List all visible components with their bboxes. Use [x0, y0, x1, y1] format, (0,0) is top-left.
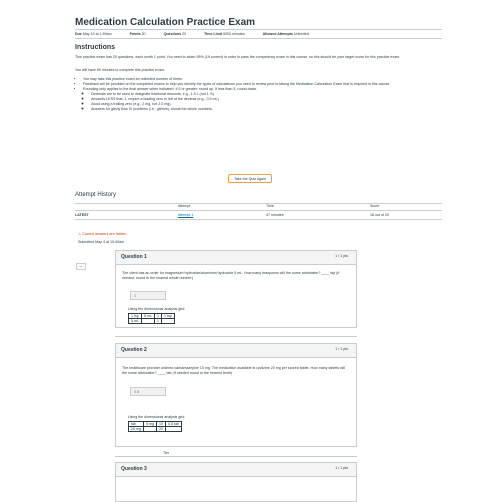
grid-cell: 0.5 tab — [166, 422, 182, 427]
history-time: 47 minutes — [266, 213, 284, 217]
list-item: ◦ Avoid using a trailing zero (e.g., 2 mg, not 2.0 mg). — [91, 102, 440, 107]
dimensional-analysis-grid — [128, 307, 184, 324]
time-limit-label: Time Limit — [204, 32, 223, 36]
list-item: ◦ Decimals are to be used to designate fractional amounts, e.g., 1.5 L (not 1 ½) — [91, 92, 440, 97]
question-header — [116, 463, 356, 477]
collapse-toggle-button[interactable]: − — [76, 263, 86, 270]
attempts-label: Allowed Attempts — [262, 32, 293, 36]
question-title: Question 3 — [121, 466, 147, 472]
questions-label: Questions — [163, 32, 182, 36]
grid-cell: 5 mL — [129, 319, 142, 324]
page-title: Medication Calculation Practice Exam — [75, 17, 256, 28]
divider — [75, 203, 442, 204]
points-label: Points — [129, 32, 141, 36]
history-latest-label: LATEST — [75, 213, 89, 217]
grid-cell: 5 mg — [144, 422, 157, 427]
history-col-time: Time — [266, 204, 274, 208]
grid-cell: 20 — [157, 427, 166, 432]
instructions-time-note: You will have 60 minutes to complete this practice exam. — [75, 68, 165, 72]
correct-answers-hidden-note: ⚠ Correct answers are hidden. — [78, 232, 128, 236]
instructions-heading: Instructions — [75, 44, 116, 51]
question-divider — [115, 336, 357, 337]
answer-field[interactable]: 0.5 — [130, 387, 166, 396]
question-2-card — [115, 343, 357, 455]
attempts-value: Unlimited — [293, 32, 309, 36]
instructions-list — [75, 77, 440, 112]
due-value: May 10 at 1:59am — [82, 32, 112, 36]
list-item: • You may take this practice exam an unlimited number of times. — [83, 77, 440, 82]
question-3-card — [115, 462, 357, 502]
grid-cell: tab — [129, 422, 144, 427]
grid-cell: 1 — [155, 319, 162, 324]
history-col-attempt: Attempt — [178, 204, 191, 208]
grid-cell — [142, 319, 155, 324]
attempt-history-heading: Attempt History — [75, 192, 117, 198]
question-title: Question 1 — [121, 254, 147, 260]
question-header — [116, 344, 356, 358]
grid-table — [128, 313, 175, 324]
attempt-link-text[interactable]: Attempt 1 — [178, 213, 194, 217]
time-limit-value: 5000 minutes — [223, 32, 245, 36]
question-points: 1 / 1 pts — [335, 466, 348, 470]
submitted-timestamp: Submitted May 4 at 10:40am — [78, 240, 124, 244]
list-item: • Feedback will be provided on the completed exams to help you identify the types of calculations you need to review prior to taking the Medication Calculation Exam that is required in this course. — [83, 82, 440, 87]
grid-label: Using the dimensional analysis grid — [128, 307, 185, 311]
history-score: 16 out of 20 — [370, 213, 389, 217]
divider — [75, 210, 442, 211]
grid-cell — [144, 427, 157, 432]
grid-cell: 1 — [155, 314, 162, 319]
divider — [75, 29, 442, 30]
warning-icon: ⚠ — [78, 232, 82, 236]
question-title: Question 2 — [121, 347, 147, 353]
grid-cell — [162, 319, 175, 324]
points-value: 20 — [141, 32, 146, 36]
grid-table — [128, 421, 182, 432]
questions-value: 20 — [182, 32, 187, 36]
divider — [75, 38, 442, 39]
attempt-1-link[interactable] — [178, 213, 193, 217]
history-col-score: Score — [370, 204, 380, 208]
take-quiz-again-button[interactable]: Take the Quiz Again — [228, 174, 272, 183]
grid-cell: 20 mg — [129, 427, 144, 432]
list-item: ◦ Amounts LESS than 1, require a leading zero to left of the decimal (e.g., 0.5 mL) — [91, 97, 440, 102]
instructions-paragraph: This practice exam has 20 questions, each worth 1 point. You need to attain 95% (19 correct) in order to pass the competency exam in this course, so this should be your target score for this practice exam. — [75, 55, 401, 59]
list-item: ◦ Answers for gtts/ly flow IV problems (i.e., gtt/min), should be whole numbers. — [91, 107, 440, 112]
question-1-card — [115, 250, 357, 328]
answer-field[interactable]: 1 — [130, 291, 166, 300]
question-points: 1 / 1 pts — [335, 347, 348, 351]
list-item: • Rounding only applies to the final answer when indicated. If 5 or greater, round up. If less than 5, round down. ◦ Decimals are to be used to designate fractional amounts, e.g., 1.5 L (not 1 ½) ◦ Amounts LESS than 1, require a leading zero to left of the decimal (e.g., 0.5 mL) ◦ Avoid using a trailing zero (e.g., 2 mg, not 2.0 mg). ◦ Answers for gtts/ly flow IV problems (i.e., gtt/min), should be whole numbers. — [83, 87, 440, 112]
question-header — [116, 251, 356, 265]
question-points: 1 / 1 pts — [335, 254, 348, 258]
trailer-text: Tier — [163, 451, 170, 455]
grid-cell: 1 tsp — [129, 314, 142, 319]
question-text: The healthcare provider ordered carbamazepine 10 mg. The medication available is cyclizine 20 mg per scored tablet. How many tablets will the nurse administer? ____ tab (If needed round to the nearest tenth) — [122, 366, 346, 375]
question-text: The client has an order for magnesium hydroxide/aluminum hydroxide 5 mL. How many teaspoons will the nurse administer? ____ tsp (If needed, round to the nearest whole number) — [122, 271, 340, 280]
quiz-meta — [75, 32, 327, 36]
question-divider — [115, 456, 357, 457]
grid-cell: 1 tsp — [162, 314, 175, 319]
grid-cell — [166, 427, 182, 432]
divider — [75, 219, 442, 220]
grid-cell: 5 mL — [142, 314, 155, 319]
grid-label: Using the dimensional analysis grid — [128, 415, 185, 419]
dimensional-analysis-grid — [128, 415, 184, 432]
due-label: Due — [75, 32, 82, 36]
grid-cell: 10 — [157, 422, 166, 427]
